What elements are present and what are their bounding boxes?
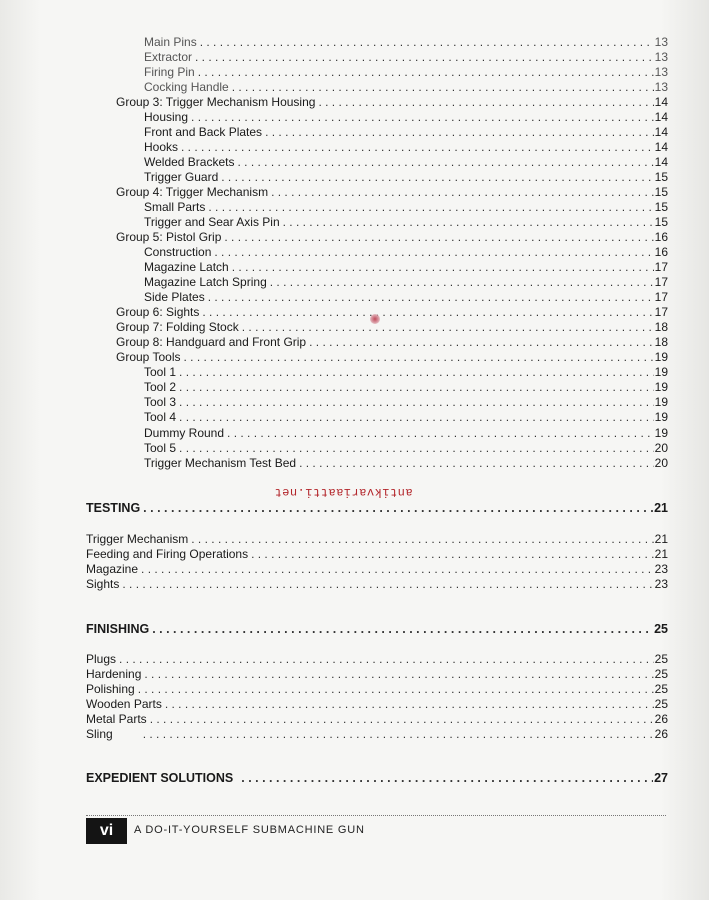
leader-dots <box>179 380 654 395</box>
leader-dots <box>143 501 653 516</box>
entry-page: 19 <box>654 395 668 409</box>
entry-title: Magazine Latch Spring <box>144 275 267 289</box>
entry-page: 14 <box>654 155 668 169</box>
entry-title: Trigger Guard <box>144 170 219 184</box>
leader-dots <box>238 155 654 170</box>
entry-page: 13 <box>654 35 668 49</box>
entry-page: 25 <box>654 622 668 636</box>
entry-title: Small Parts <box>144 200 206 214</box>
entry-page: 18 <box>654 335 668 349</box>
entry-title: Group Tools <box>116 350 181 364</box>
entry-title: Welded Brackets <box>144 155 235 169</box>
toc-entry <box>144 170 668 185</box>
entry-title: Hooks <box>144 140 179 154</box>
toc-entry <box>116 230 668 245</box>
entry-page: 16 <box>654 245 668 259</box>
page-number: vi <box>86 818 127 844</box>
footer-rule <box>86 815 666 816</box>
entry-title: Tool 3 <box>144 395 177 409</box>
leader-dots <box>232 260 654 275</box>
entry-title: Wooden Parts <box>86 697 162 711</box>
leader-dots <box>202 305 653 320</box>
leader-dots <box>179 395 654 410</box>
entry-title: Housing <box>144 110 189 124</box>
entry-title: FINISHING <box>86 622 150 636</box>
entry-page: 25 <box>654 697 668 711</box>
leader-dots <box>309 335 654 350</box>
leader-dots <box>242 320 654 335</box>
toc-entry <box>144 410 668 425</box>
leader-dots <box>214 245 653 260</box>
leader-dots <box>179 365 654 380</box>
entry-page: 14 <box>654 95 668 109</box>
leader-dots <box>270 275 654 290</box>
entry-page: 18 <box>654 320 668 334</box>
entry-page: 25 <box>654 667 668 681</box>
entry-page: 17 <box>654 260 668 274</box>
entry-title: Group 3: Trigger Mechanism Housing <box>116 95 316 109</box>
leader-dots <box>299 456 654 471</box>
toc-entry <box>144 441 668 456</box>
entry-page: 27 <box>654 771 668 785</box>
entry-page: 19 <box>654 426 668 440</box>
leader-dots <box>138 682 654 697</box>
leader-dots <box>150 712 654 727</box>
leader-dots <box>200 35 654 50</box>
toc-entry <box>144 456 668 471</box>
toc-entry <box>144 215 668 230</box>
toc-entry <box>86 667 668 682</box>
leader-dots <box>195 50 654 65</box>
entry-title: Group 7: Folding Stock <box>116 320 239 334</box>
toc-entry <box>144 365 668 380</box>
entry-title: Metal Parts <box>86 712 147 726</box>
leader-dots <box>191 532 653 547</box>
entry-title: Trigger Mechanism Test Bed <box>144 456 297 470</box>
entry-title: Tool 2 <box>144 380 177 394</box>
entry-page: 17 <box>654 305 668 319</box>
toc-entry <box>116 305 668 320</box>
toc-entry <box>144 35 668 50</box>
leader-dots <box>198 65 654 80</box>
entry-title: Dummy Round <box>144 426 225 440</box>
leader-dots <box>318 95 653 110</box>
entry-page: 15 <box>654 185 668 199</box>
leader-dots <box>283 215 654 230</box>
toc-entry <box>86 712 668 727</box>
entry-title: Main Pins <box>144 35 197 49</box>
ink-stain <box>370 314 380 324</box>
entry-page: 14 <box>654 110 668 124</box>
entry-page: 14 <box>654 125 668 139</box>
entry-page: 13 <box>654 50 668 64</box>
leader-dots <box>141 562 654 577</box>
toc-entry <box>144 110 668 125</box>
entry-title: Construction <box>144 245 212 259</box>
entry-page: 19 <box>654 380 668 394</box>
watermark-text: antikvariaatti.net <box>274 485 413 499</box>
leader-dots <box>227 426 654 441</box>
entry-title: Sling <box>86 727 113 741</box>
toc-entry <box>144 200 668 215</box>
toc-entry <box>144 65 668 80</box>
toc-section-heading <box>86 501 668 516</box>
entry-page: 23 <box>654 577 668 591</box>
toc-entry <box>144 125 668 140</box>
leader-dots <box>208 200 653 215</box>
leader-dots <box>181 140 654 155</box>
entry-page: 15 <box>654 170 668 184</box>
toc-entry <box>86 532 668 547</box>
entry-page: 19 <box>654 410 668 424</box>
leader-dots <box>208 290 654 305</box>
entry-title: Group 8: Handguard and Front Grip <box>116 335 307 349</box>
toc-entry <box>86 682 668 697</box>
leader-dots <box>122 577 653 592</box>
entry-page: 23 <box>654 562 668 576</box>
toc-entry <box>144 380 668 395</box>
toc-entry <box>144 245 668 260</box>
entry-page: 13 <box>654 80 668 94</box>
entry-title: Magazine Latch <box>144 260 229 274</box>
leader-dots <box>224 230 653 245</box>
entry-title: Trigger Mechanism <box>86 532 189 546</box>
entry-page: 13 <box>654 65 668 79</box>
toc-entry <box>86 562 668 577</box>
toc-entry <box>86 727 668 742</box>
entry-page: 21 <box>654 532 668 546</box>
entry-title: Group 4: Trigger Mechanism <box>116 185 269 199</box>
toc-entry <box>144 395 668 410</box>
toc-entry <box>116 335 668 350</box>
leader-dots <box>183 350 653 365</box>
entry-title: Hardening <box>86 667 142 681</box>
leader-dots <box>152 622 653 637</box>
entry-title: Tool 4 <box>144 410 177 424</box>
toc-entry <box>144 275 668 290</box>
leader-dots <box>241 771 653 786</box>
entry-title: Polishing <box>86 682 135 696</box>
leader-dots <box>191 110 654 125</box>
toc-entry <box>116 350 668 365</box>
entry-page: 25 <box>654 652 668 666</box>
entry-page: 19 <box>654 350 668 364</box>
leader-dots <box>143 727 654 742</box>
entry-title: Trigger and Sear Axis Pin <box>144 215 280 229</box>
toc-entry <box>144 290 668 305</box>
toc-entry <box>116 185 668 200</box>
entry-title: Cocking Handle <box>144 80 229 94</box>
toc-entry <box>144 426 668 441</box>
toc-entry <box>144 155 668 170</box>
toc-entry <box>86 577 668 592</box>
entry-title: EXPEDIENT SOLUTIONS <box>86 771 234 785</box>
entry-title: Plugs <box>86 652 117 666</box>
leader-dots <box>165 697 654 712</box>
leader-dots <box>251 547 654 562</box>
entry-page: 16 <box>654 230 668 244</box>
leader-dots <box>119 652 654 667</box>
entry-page: 14 <box>654 140 668 154</box>
entry-title: Sights <box>86 577 120 591</box>
toc-entry <box>116 95 668 110</box>
leader-dots <box>232 80 654 95</box>
leader-dots <box>265 125 654 140</box>
entry-page: 19 <box>654 365 668 379</box>
entry-title: Tool 5 <box>144 441 177 455</box>
toc-entry <box>86 547 668 562</box>
entry-title: Tool 1 <box>144 365 177 379</box>
entry-title: Extractor <box>144 50 193 64</box>
running-title: A DO-IT-YOURSELF SUBMACHINE GUN <box>134 824 365 836</box>
toc-entry <box>144 140 668 155</box>
leader-dots <box>221 170 653 185</box>
leader-dots <box>271 185 654 200</box>
entry-title: Side Plates <box>144 290 205 304</box>
toc-section-heading <box>86 771 668 786</box>
entry-title: TESTING <box>86 501 141 515</box>
leader-dots <box>179 410 654 425</box>
toc-entry <box>144 80 668 95</box>
toc-entry <box>86 652 668 667</box>
entry-page: 21 <box>654 547 668 561</box>
toc-section-heading <box>86 622 668 637</box>
entry-title: Group 6: Sights <box>116 305 200 319</box>
entry-title: Feeding and Firing Operations <box>86 547 249 561</box>
entry-title: Group 5: Pistol Grip <box>116 230 222 244</box>
entry-page: 20 <box>654 456 668 470</box>
entry-page: 15 <box>654 200 668 214</box>
entry-page: 26 <box>654 727 668 741</box>
toc-entry <box>116 320 668 335</box>
leader-dots <box>144 667 653 682</box>
toc-entry <box>144 260 668 275</box>
entry-page: 26 <box>654 712 668 726</box>
entry-page: 25 <box>654 682 668 696</box>
entry-title: Front and Back Plates <box>144 125 263 139</box>
entry-page: 20 <box>654 441 668 455</box>
toc-entry <box>144 50 668 65</box>
entry-title: Magazine <box>86 562 139 576</box>
entry-title: Firing Pin <box>144 65 195 79</box>
entry-page: 15 <box>654 215 668 229</box>
entry-page: 17 <box>654 275 668 289</box>
leader-dots <box>179 441 654 456</box>
entry-page: 21 <box>654 501 668 515</box>
toc-entry <box>86 697 668 712</box>
entry-page: 17 <box>654 290 668 304</box>
